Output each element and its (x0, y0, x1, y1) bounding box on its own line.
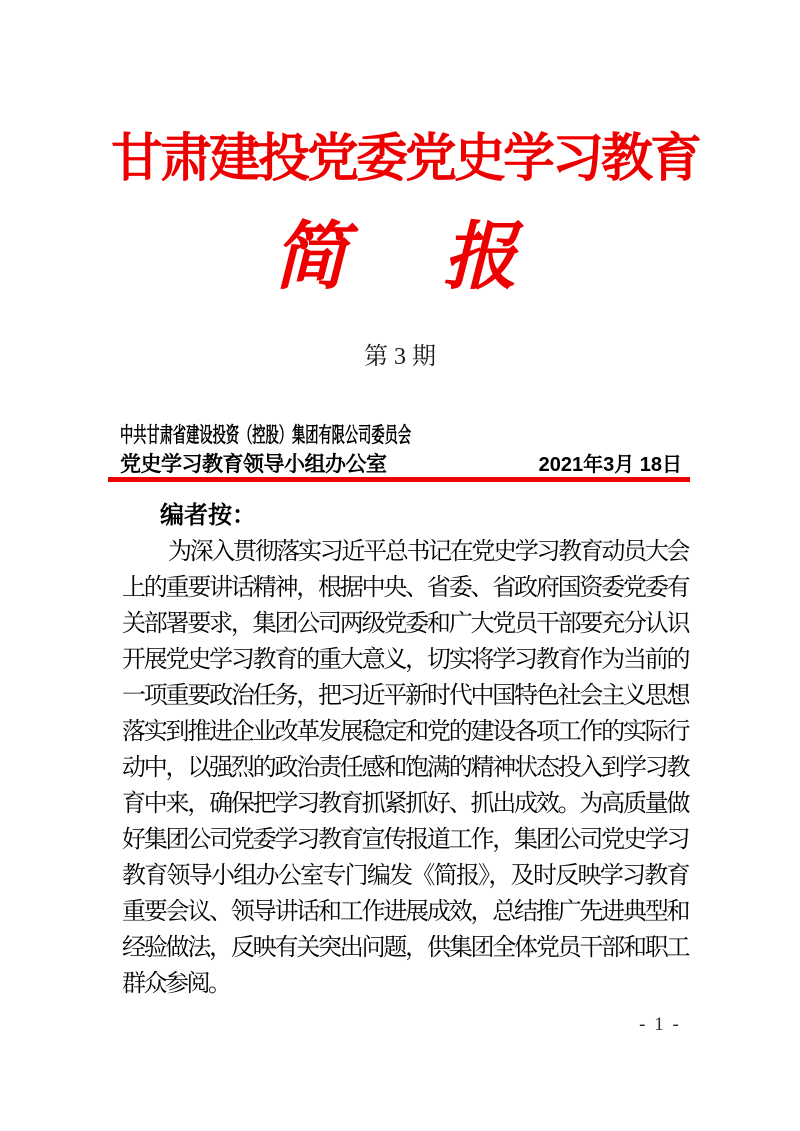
publisher-row (120, 451, 682, 477)
issue-number: 第 3 期 (364, 344, 436, 370)
page-number: - 1 - (639, 1014, 681, 1035)
editor-note-label: 编者按： (160, 502, 256, 529)
masthead-subtitle (0, 217, 790, 299)
editor-note-paragraph: 为深入贯彻落实习近平总书记在党史学习教育动员大会上的重要讲话精神，根据中央、省委、省政府国资委党委有关部署要求，集团公司两级党委和广大党员干部要充分认识开展党史学习教育的重大意义，切实将学习教育作为当前的一项重要政治任务，把习近平新时代中国特色社会主义思想落实到推进企业改革发展稳定和党的建设各项工作的实际行动中，以强烈的政治责任感和饱满的精神状态投入到学习教育中来，确保把学习教育抓紧抓好、抓出成效。为高质量做好集团公司党委学习教育宣传报道工作，集团公司党史学习教育领导小组办公室专门编发《简报》，及时反映学习教育重要会议、领导讲话和工作进展成效，总结推广先进典型和经验做法，反映有关突出问题，供集团全体党员干部和职工群众参阅。 (122, 539, 688, 997)
publish-date: 2021年3月 18日 (538, 454, 682, 476)
issuing-org-line1: 中共甘肃省建设投资（控股）集团有限公司委员会 (120, 423, 412, 447)
issuing-org-line2: 党史学习教育领导小组办公室 (120, 452, 387, 476)
masthead-title: 甘肃建投党委党史学习教育 (110, 130, 699, 188)
masthead-subtitle-char-right: 报 (443, 217, 517, 299)
editor-note-section (122, 500, 688, 1002)
masthead-subtitle-char-left: 简 (273, 217, 347, 299)
publisher-block (120, 423, 682, 477)
red-divider-rule (108, 477, 690, 482)
